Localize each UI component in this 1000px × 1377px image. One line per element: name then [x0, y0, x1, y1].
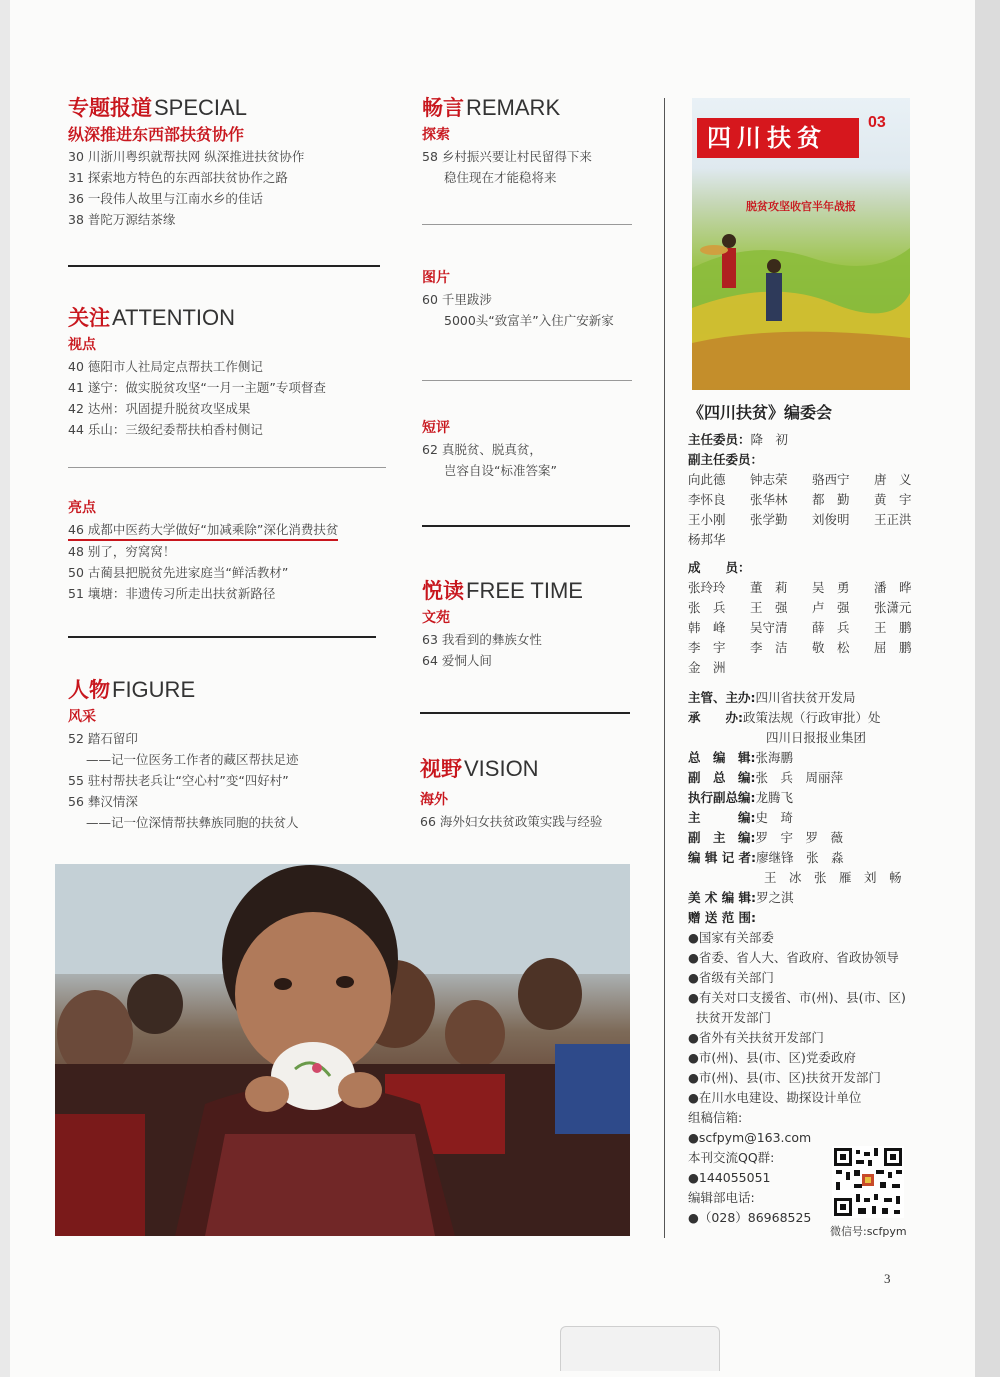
toc-item[interactable]: 31 探索地方特色的东西部扶贫协作之路: [68, 170, 288, 185]
toc-item[interactable]: 55 驻村帮扶老兵让“空心村”变“四好村”: [68, 773, 289, 788]
toc-item[interactable]: 42 达州：巩固提升脱贫攻坚成果: [68, 401, 251, 416]
vice-directors-label: 副主任委员：: [688, 452, 764, 467]
special-subhead: 纵深推进东西部扶贫协作: [68, 125, 245, 144]
freetime-heading: 悦读FREE TIME: [422, 578, 583, 603]
toc-item[interactable]: 64 爱恫人间: [422, 653, 492, 668]
toc-item-subtitle: 稳住现在才能稳将来: [444, 170, 557, 185]
toc-item[interactable]: 41 遂宁：做实脱贫攻坚“一月一主题”专项督查: [68, 380, 326, 395]
divider: [422, 224, 632, 225]
divider: [68, 636, 376, 638]
toc-item[interactable]: 60 千里跋涉: [422, 292, 492, 307]
remark-section: [422, 94, 592, 188]
remark-heading: 畅言REMARK: [422, 95, 561, 120]
divider: [422, 525, 630, 527]
toc-item-subtitle: ——记一位深情帮扶彝族同胞的扶贫人: [86, 815, 299, 830]
page-number: 3: [884, 1271, 891, 1286]
toc-item[interactable]: 58 乡村振兴要让村民留得下来: [422, 149, 592, 164]
toc-item-subtitle: 5000头“致富羊”入住广安新家: [444, 313, 614, 328]
highlight-subhead: 亮点: [68, 500, 96, 516]
members-list: 张玲玲 董 莉 吴 勇 潘 晔 张 兵 王 强 卢 强 张潇元 韩 峰 吴守清 薛 兵 王 鹏 李 宇 李 洁 敬 松 屈 鹏 金 洲: [688, 580, 912, 675]
distribution-item: ●市(州)、县(市、区)党委政府: [688, 1050, 856, 1065]
review-subhead: 短评: [422, 420, 450, 436]
review-section: [422, 417, 557, 481]
toc-item[interactable]: 40 德阳市人社局定点帮扶工作侧记: [68, 359, 263, 374]
attention-subhead: 视点: [68, 337, 96, 353]
distribution-item: 扶贫开发部门: [696, 1010, 772, 1025]
vice-directors-list: 向此德 钟志荣 骆西宁 唐 义 李怀良 张华林 都 勤 黄 宇 王小刚 张学勤 刘俊明 王正洪 杨邦华: [688, 472, 912, 547]
figure-section: [68, 676, 299, 833]
distribution-item: ●在川水电建设、勘探设计单位: [688, 1090, 862, 1105]
toc-item[interactable]: 56 彝汉情深: [68, 794, 138, 809]
distribution-item: ●省委、省人大、省政府、省政协领导: [688, 950, 899, 965]
cover-illustration: [692, 98, 910, 390]
divider: [420, 712, 630, 714]
toc-item[interactable]: 48 别了，穷窝窝！: [68, 544, 176, 559]
wechat-id: 微信号:scfpym: [830, 1225, 907, 1238]
toc-item[interactable]: 44 乐山：三级纪委帮扶柏香村侧记: [68, 422, 263, 437]
toc-item[interactable]: 66 海外妇女扶贫政策实践与经验: [420, 814, 603, 829]
freetime-section: [422, 577, 583, 671]
vision-heading: 视野VISION: [420, 756, 539, 781]
divider: [422, 380, 632, 381]
children-photo: [55, 864, 630, 1236]
toc-item[interactable]: 52 踏石留印: [68, 731, 138, 746]
attention-heading: 关注ATTENTION: [68, 305, 236, 330]
cover-issue-number: 03: [868, 114, 886, 131]
page-edge: [975, 0, 1000, 1377]
members-label: 成 员：: [688, 560, 751, 575]
remark-subhead: 探索: [422, 127, 450, 143]
wechat-qr-code[interactable]: [832, 1146, 904, 1218]
contact-qq: ●144055051: [688, 1170, 771, 1185]
contact-email[interactable]: ●scfpym@163.com: [688, 1130, 812, 1145]
distribution-item: ●省级有关部门: [688, 970, 774, 985]
special-section: [68, 94, 304, 230]
figure-heading: 人物FIGURE: [68, 677, 196, 702]
toc-item[interactable]: 50 古蔺县把脱贫先进家庭当“鲜活教材”: [68, 565, 289, 580]
divider: [68, 265, 380, 267]
highlight-section: [68, 497, 338, 604]
divider: [68, 467, 386, 468]
toc-item[interactable]: 63 我看到的彝族女性: [422, 632, 542, 647]
toc-item[interactable]: 51 壤塘：非遗传习所走出扶贫新路径: [68, 586, 276, 601]
column-separator: [664, 98, 665, 1238]
toc-item[interactable]: 36 一段伟人故里与江南水乡的佳话: [68, 191, 263, 206]
picture-subhead: 图片: [422, 270, 450, 286]
magazine-cover: [692, 98, 910, 390]
distribution-item: ●有关对口支援省、市(州)、县(市、区): [688, 990, 906, 1005]
editorial-board: [688, 430, 936, 678]
attention-section: [68, 304, 326, 440]
toc-item[interactable]: 38 普陀万源结茶缘: [68, 212, 176, 227]
page-tab: [560, 1326, 720, 1371]
toc-item[interactable]: 30 川浙川粤织就帮扶网 纵深推进扶贫协作: [68, 149, 305, 164]
highlighted-toc-item[interactable]: 46 成都中医药大学做好“加减乘除”深化消费扶贫: [68, 520, 338, 541]
director-row: 主任委员：降 初: [688, 432, 789, 447]
editorial-board-title: 《四川扶贫》编委会: [688, 403, 833, 422]
special-heading: 专题报道SPECIAL: [68, 95, 247, 120]
staff-list: 主管、主办:四川省扶贫开发局 承 办:政策法规（行政审批）处 四川日报报业集团 总 编 辑:张海鹏 副 总 编:张 兵 周丽萍 执行副总编:龙腾飞 主 编:史 琦 副 主 编:罗 宇 罗 薇 编 辑 记 者:廖继锋 张 淼 王 冰 张 雁 刘 畅 美 术 编 辑:罗之淇 赠 送 范 围: ●国家有关部委 ●省委、省人大、省政府、省政协领导 ●省级有关部门 ●有关对口支援省、市(州)、县(市、区) 扶贫开发部门 ●省外有关扶贫开发部门 ●市(州)、县(市、区)党委政府 ●市(州)、县(市、区)扶贫开发部门 ●在川水电建设、勘探设计单位 组稿信箱: ●scfpym@163.com 本刊交流QQ群: ●144055051 编辑部电话: ●（028）86968525: [688, 688, 906, 1228]
distribution-item: ●市(州)、县(市、区)扶贫开发部门: [688, 1070, 881, 1085]
figure-subhead: 风采: [68, 709, 96, 725]
toc-item-subtitle: 岂容自设“标准答案”: [444, 463, 557, 478]
freetime-subhead: 文苑: [422, 610, 450, 626]
distribution-item: ●国家有关部委: [688, 930, 774, 945]
contact-phone: ●（028）86968525: [688, 1210, 812, 1225]
vision-subhead: 海外: [420, 792, 448, 808]
qr-code-icon: [832, 1146, 904, 1218]
distribution-item: ●省外有关扶贫开发部门: [688, 1030, 824, 1045]
cover-masthead: 四川扶贫: [697, 118, 859, 158]
vision-section: [420, 755, 602, 832]
cover-headline: 脱贫攻坚收官半年战报: [746, 200, 856, 213]
toc-item-subtitle: ——记一位医务工作者的藏区帮扶足迹: [86, 752, 299, 767]
photo-illustration: [55, 864, 630, 1236]
toc-item[interactable]: 62 真脱贫、脱真贫，: [422, 442, 542, 457]
picture-section: [422, 267, 614, 331]
